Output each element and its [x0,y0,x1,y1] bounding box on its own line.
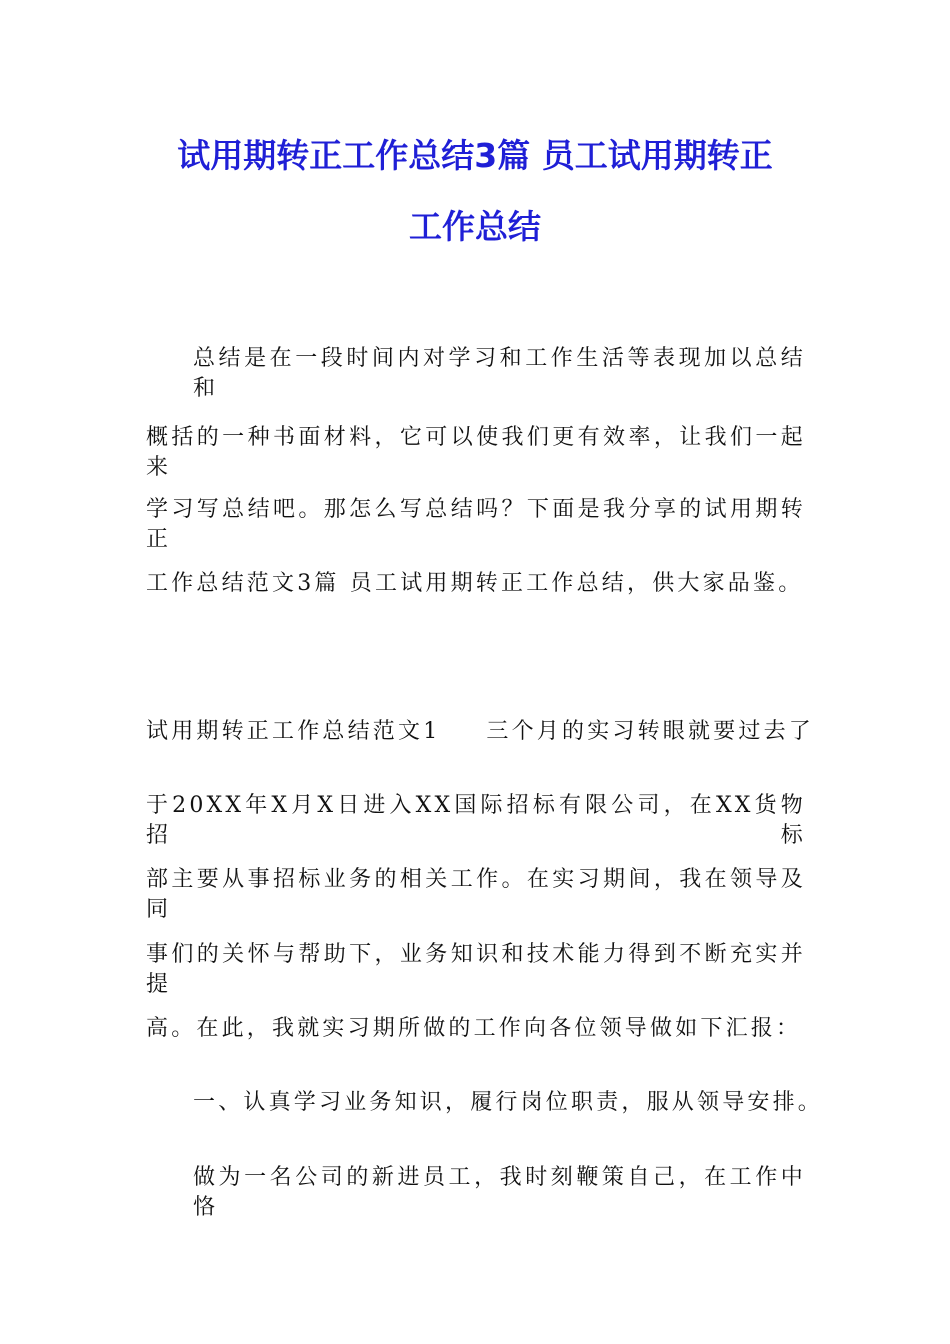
sample1-heading-continuation: 三个月的实习转眼就要过去了 [486,719,815,744]
sample1-heading-line [146,717,815,747]
intro-paragraph-line-1: 总结是在一段时间内对学习和工作生活等表现加以总结和 [193,346,806,401]
document-title-line-1: 试用期转正工作总结3篇 员工试用期转正 [177,136,773,175]
sample1-paragraph-line-2: 部主要从事招标业务的相关工作。在实习期间，我在领导及同 [146,867,806,922]
document-title-line-2: 工作总结 [409,207,541,246]
intro-paragraph-line-4: 工作总结范文3篇 员工试用期转正工作总结，供大家品鉴。 [146,571,804,596]
sample1-paragraph-line-4: 高。在此，我就实习期所做的工作向各位领导做如下汇报： [146,1016,802,1041]
intro-paragraph-line-3: 学习写总结吧。那怎么写总结吗？下面是我分享的试用期转正 [146,497,806,552]
section1-paragraph-line-1: 做为一名公司的新进员工，我时刻鞭策自己，在工作中恪 [193,1165,806,1220]
sample1-paragraph-line-3: 事们的关怀与帮助下，业务知识和技术能力得到不断充实并提 [146,942,806,997]
sample1-heading: 试用期转正工作总结范文1 [146,719,441,744]
section1-title: 一、认真学习业务知识，履行岗位职责，服从领导安排。 [193,1090,824,1115]
sample1-paragraph-line-1: 于20XX年X月X日进入XX国际招标有限公司，在XX货物招标 [146,793,806,848]
intro-paragraph-line-2: 概括的一种书面材料，它可以使我们更有效率，让我们一起来 [146,425,806,480]
